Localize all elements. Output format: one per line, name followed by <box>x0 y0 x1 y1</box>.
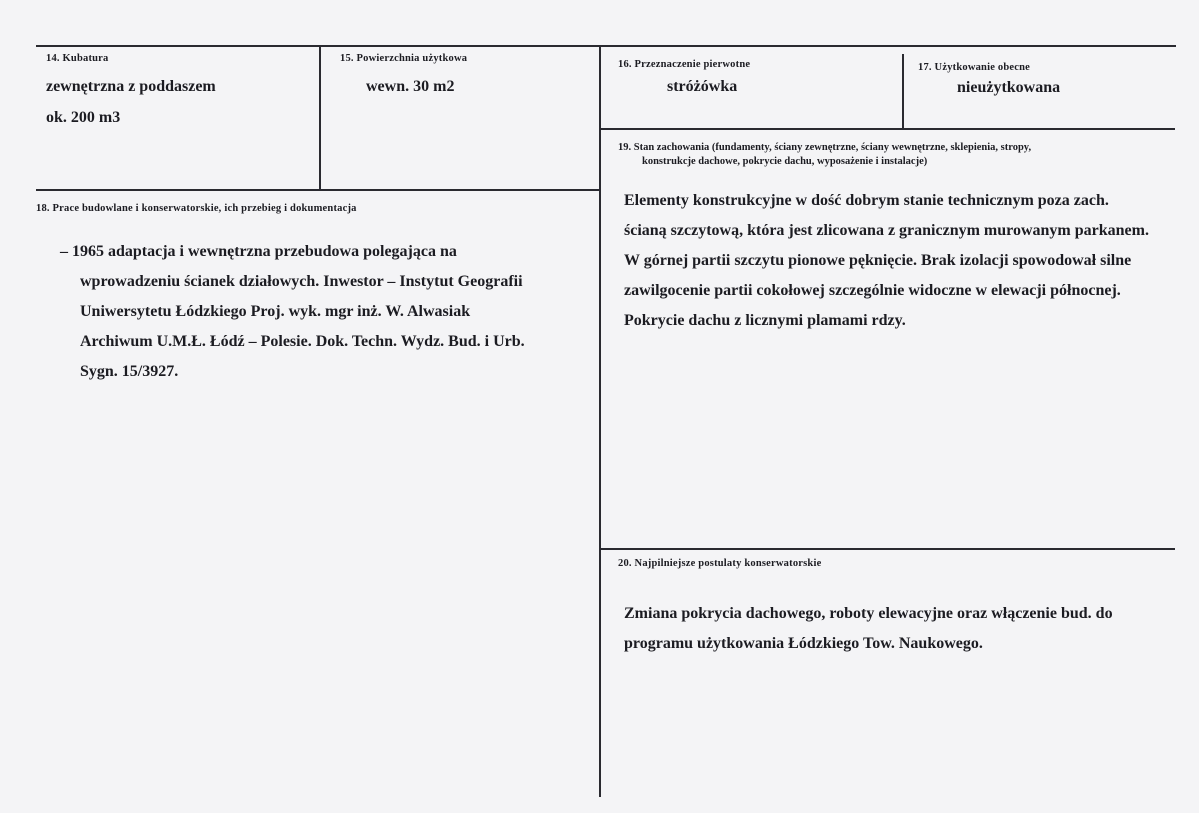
field-19-label-line1: 19. Stan zachowania (fundamenty, ściany zewnętrzne, ściany wewnętrzne, sklepienia, stropy, <box>618 142 1032 153</box>
field-15-label: 15. Powierzchnia użytkowa <box>340 53 468 64</box>
line-above-20 <box>601 548 1175 550</box>
field-18-text <box>60 237 525 387</box>
field-17-label: 17. Użytkowanie obecne <box>918 62 1031 73</box>
field-19-line: W górnej partii szczytu pionowe pęknięcie. Brak izolacji spowodował silne <box>624 252 1132 269</box>
field-19-line: Elementy konstrukcyjne w dość dobrym stanie technicznym poza zach. <box>624 192 1109 209</box>
field-20-label: 20. Najpilniejsze postulaty konserwatorskie <box>618 558 822 569</box>
field-18-line: Sygn. 15/3927. <box>80 363 179 380</box>
field-19-line: zawilgocenie partii cokołowej szczególnie widoczne w elewacji północnej. <box>624 282 1121 299</box>
field-15-value: wewn. 30 m2 <box>366 78 455 95</box>
field-20-text <box>624 599 1113 659</box>
field-19-line: Pokrycie dachu z licznymi plamami rdzy. <box>624 312 906 329</box>
divider-14-15 <box>319 45 321 191</box>
line-above-18 <box>36 189 601 191</box>
field-18-line: Uniwersytetu Łódzkiego Proj. wyk. mgr inż. W. Alwasiak <box>80 303 471 320</box>
field-14-value-line1: zewnętrzna z poddaszem <box>46 78 216 95</box>
divider-left-right <box>599 45 601 797</box>
field-17-value: nieużytkowana <box>957 79 1061 96</box>
field-14-value-line2: ok. 200 m3 <box>46 109 121 126</box>
field-18-line: – 1965 adaptacja i wewnętrzna przebudowa polegająca na <box>60 243 457 260</box>
field-16-label: 16. Przeznaczenie pierwotne <box>618 59 751 70</box>
field-20-line: programu użytkowania Łódzkiego Tow. Naukowego. <box>624 635 983 652</box>
divider-16-17 <box>902 54 904 129</box>
field-14-label: 14. Kubatura <box>46 53 109 64</box>
top-border-line <box>36 45 1176 47</box>
field-19-line: ścianą szczytową, która jest zlicowana z granicznym murowanym parkanem. <box>624 222 1149 239</box>
line-above-19 <box>601 128 1175 130</box>
field-19-label <box>618 141 1031 169</box>
field-16-value: stróżówka <box>667 78 738 95</box>
field-18-line: wprowadzeniu ścianek działowych. Inwestor – Instytut Geografii <box>80 273 523 290</box>
field-20-line: Zmiana pokrycia dachowego, roboty elewacyjne oraz włączenie bud. do <box>624 605 1113 622</box>
field-19-text <box>624 186 1149 336</box>
field-18-line: Archiwum U.M.Ł. Łódź – Polesie. Dok. Techn. Wydz. Bud. i Urb. <box>80 333 525 350</box>
field-18-label: 18. Prace budowlane i konserwatorskie, ich przebieg i dokumentacja <box>36 203 357 214</box>
field-19-label-line2: konstrukcje dachowe, pokrycie dachu, wyposażenie i instalacje) <box>642 156 928 167</box>
